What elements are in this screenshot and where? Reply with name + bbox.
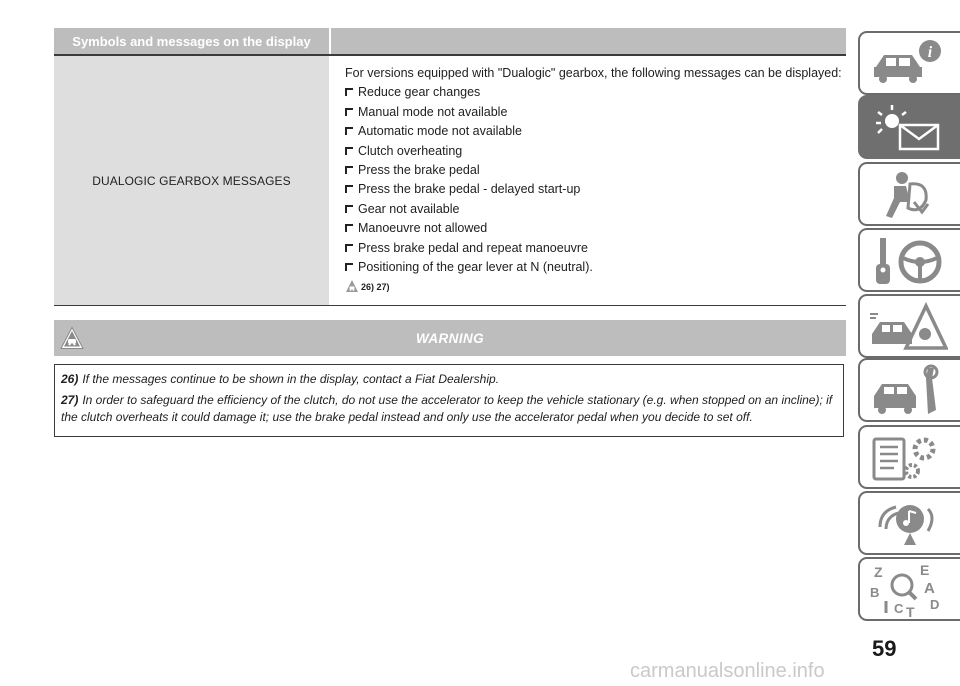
tab-maintenance[interactable] [858, 358, 960, 422]
message-item: Manual mode not available [345, 103, 846, 122]
checkbox-bullet-icon [345, 108, 353, 116]
warning-refs [345, 279, 846, 293]
message-item: Automatic mode not available [345, 122, 846, 141]
svg-text:i: i [927, 44, 933, 61]
airbag-safety-icon [870, 168, 948, 222]
checkbox-bullet-icon [345, 263, 353, 271]
svg-text:T: T [906, 604, 915, 617]
checkbox-bullet-icon [345, 147, 353, 155]
tab-car-info[interactable] [858, 31, 960, 95]
multimedia-icon [870, 497, 948, 551]
message-item: Reduce gear changes [345, 83, 846, 102]
warning-note: 27) In order to safeguard the efficiency of the clutch, do not use the accelerator to keep the vehicle stationary (e.g. when stopped on an incline); if the clutch overheats it could damage it; use the brake pedal instead and only use the accelerator pedal when you decide to set off. [61, 393, 833, 424]
key-steering-wheel-icon [870, 234, 948, 288]
checkbox-bullet-icon [345, 166, 353, 174]
page-number: 59 [872, 636, 897, 661]
tab-warning-lights-messages[interactable] [858, 95, 960, 159]
table-header-empty [331, 28, 846, 54]
message-item: Gear not available [345, 200, 846, 219]
svg-text:E: E [920, 563, 930, 578]
warning-car-icon [60, 326, 84, 350]
car-info-icon [870, 37, 948, 91]
tab-index[interactable] [858, 557, 960, 621]
checkbox-bullet-icon [345, 224, 353, 232]
tab-technical-data[interactable] [858, 425, 960, 489]
tab-airbag-safety[interactable] [858, 162, 960, 226]
row-content [329, 56, 846, 305]
table-row [54, 56, 846, 306]
checkbox-bullet-icon [345, 88, 353, 96]
message-item: Positioning of the gear lever at N (neutral). [345, 258, 846, 277]
checkbox-bullet-icon [345, 127, 353, 135]
message-item: Press the brake pedal - delayed start-up [345, 180, 846, 199]
warning-header [54, 320, 846, 356]
svg-text:D: D [930, 597, 940, 612]
message-item: Press the brake pedal [345, 161, 846, 180]
svg-text:Z: Z [874, 564, 883, 580]
warning-title: WARNING [415, 330, 485, 346]
symbols-messages-table [54, 28, 846, 306]
checkbox-bullet-icon [345, 205, 353, 213]
warning-lights-messages-icon [870, 101, 948, 155]
row-label: DUALOGIC GEARBOX MESSAGES [54, 56, 329, 305]
checkbox-bullet-icon [345, 185, 353, 193]
technical-data-icon [870, 431, 948, 485]
svg-text:C: C [894, 601, 904, 616]
message-item: Clutch overheating [345, 142, 846, 161]
svg-text:B: B [870, 585, 880, 600]
intro-text: For versions equipped with "Dualogic" gearbox, the following messages can be displayed: [345, 66, 842, 80]
tab-multimedia[interactable] [858, 491, 960, 555]
tab-key-steering[interactable] [858, 228, 960, 292]
warning-ref-numbers: 26) 27) [361, 282, 390, 293]
watermark: carmanualsonline.info [630, 660, 825, 682]
warning-car-icon [345, 279, 359, 293]
table-header [54, 28, 846, 56]
index-icon [870, 563, 948, 617]
warning-notes [54, 364, 844, 437]
checkbox-bullet-icon [345, 244, 353, 252]
table-header-title: Symbols and messages on the display [54, 28, 329, 54]
warning-note: 26) If the messages continue to be shown in the display, contact a Fiat Dealership. [61, 372, 500, 386]
message-item: Manoeuvre not allowed [345, 219, 846, 238]
car-emergency-icon [870, 300, 948, 354]
message-item: Press brake pedal and repeat manoeuvre [345, 239, 846, 258]
svg-text:A: A [924, 580, 935, 597]
tab-emergency[interactable] [858, 294, 960, 358]
car-maintenance-icon [870, 364, 948, 418]
